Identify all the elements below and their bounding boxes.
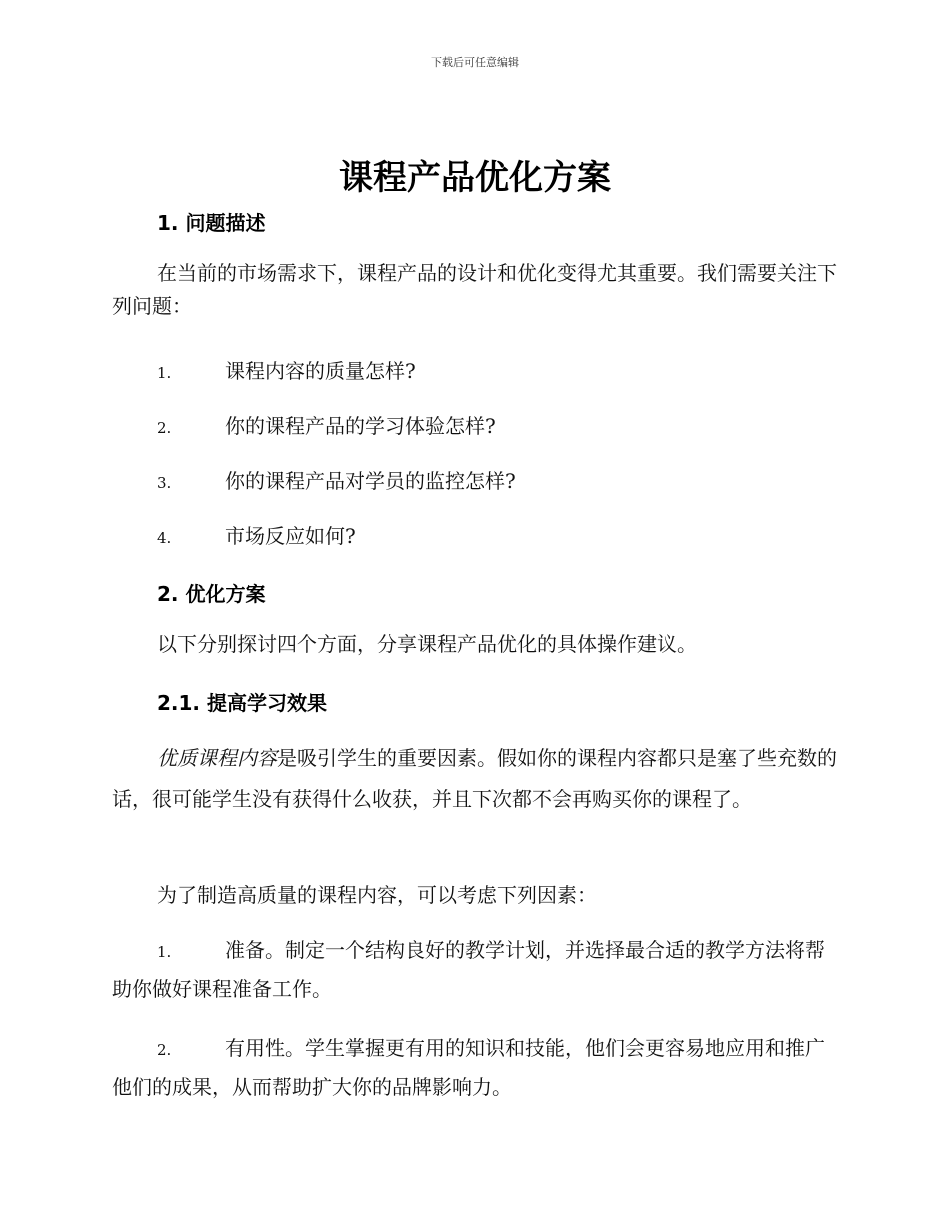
section-2-intro-text: 以下分别探讨四个方面，分享课程产品优化的具体操作建议。 bbox=[157, 632, 697, 656]
section-1-intro bbox=[112, 257, 837, 323]
list-number: 1. bbox=[157, 943, 172, 961]
list-text: 市场反应如何? bbox=[225, 524, 356, 548]
list-item bbox=[112, 1030, 837, 1106]
section-2-heading: 2. 优化方案 bbox=[157, 582, 266, 606]
section-1-heading: 1. 问题描述 bbox=[157, 211, 266, 235]
list-item bbox=[157, 355, 416, 390]
list-number: 4. bbox=[157, 529, 172, 547]
list-number: 2. bbox=[157, 419, 172, 437]
section-1-intro-text: 在当前的市场需求下，课程产品的设计和优化变得尤其重要。我们需要关注下列问题： bbox=[112, 261, 837, 318]
list-text: 你的课程产品的学习体验怎样? bbox=[225, 414, 496, 438]
list-item bbox=[157, 465, 516, 500]
page-header: 下载后可任意编辑 bbox=[431, 56, 519, 69]
list-text: 准备。制定一个结构良好的教学计划，并选择最合适的教学方法将帮助你做好课程准备工作。 bbox=[112, 938, 825, 1001]
emphasis-text: 优质课程内容 bbox=[157, 746, 277, 770]
list-item bbox=[157, 410, 496, 445]
list-item bbox=[112, 932, 837, 1008]
paragraph-text: 是吸引学生的重要因素。假如你的课程内容都只是塞了些充数的话，很可能学生没有获得什么收获，并且下次都不会再购买你的课程了。 bbox=[112, 746, 837, 811]
section-2-1-heading: 2.1. 提高学习效果 bbox=[157, 691, 327, 715]
document-title: 课程产品优化方案 bbox=[339, 158, 611, 198]
list-number: 1. bbox=[157, 364, 172, 382]
list-text: 有用性。学生掌握更有用的知识和技能，他们会更容易地应用和推广他们的成果，从而帮助扩大你的品牌影响力。 bbox=[112, 1036, 825, 1099]
list-item bbox=[157, 520, 356, 555]
section-2-1-paragraph bbox=[112, 738, 837, 820]
section-2-1-lead-text: 为了制造高质量的课程内容，可以考虑下列因素： bbox=[157, 883, 597, 907]
list-number: 2. bbox=[157, 1041, 172, 1059]
list-text: 你的课程产品对学员的监控怎样? bbox=[225, 469, 516, 493]
section-2-1-text bbox=[112, 738, 837, 820]
section-2-intro bbox=[112, 628, 837, 661]
section-2-1-lead bbox=[112, 879, 837, 912]
list-text: 课程内容的质量怎样? bbox=[225, 359, 416, 383]
list-number: 3. bbox=[157, 474, 172, 492]
